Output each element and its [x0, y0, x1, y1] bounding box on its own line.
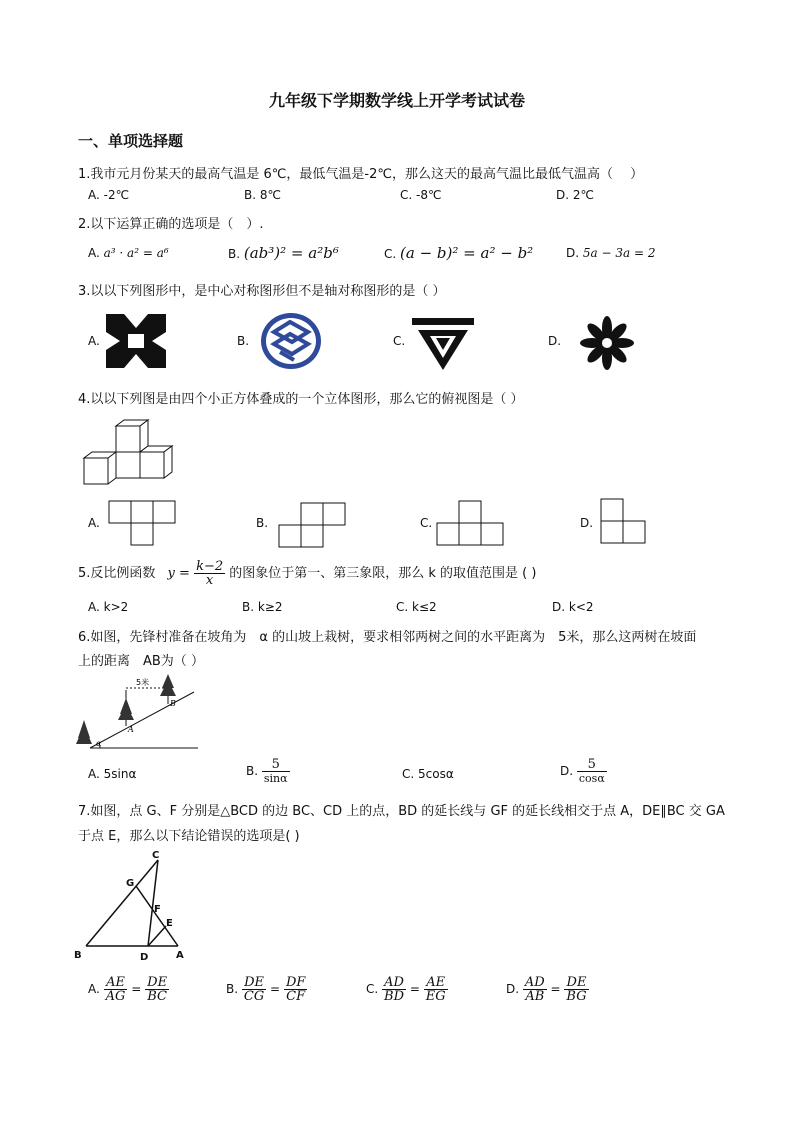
- q7-d-d1: AB: [525, 989, 545, 1004]
- q1-option-d: D. 2℃: [556, 188, 594, 202]
- page-title: 九年级下学期数学线上开学考试试卷: [268, 91, 525, 110]
- q7-option-a: A. $\frac{AE}{AG}$ = $\frac{DE}{BC}$: [88, 975, 168, 1004]
- q2-option-a-label: A.: [88, 246, 100, 260]
- question-3-stem: 3.以以下列图形中，是中心对称图形但不是轴对称图形的是（ ）: [78, 284, 446, 299]
- q3-figure-d: [578, 316, 636, 370]
- question-4-stem: 4.以以下列图是由四个小正方体叠成的一个立体图形，那么它的俯视图是（ ）: [78, 392, 524, 407]
- q2-option-d: [566, 246, 655, 260]
- q7-c-n1: AD: [382, 976, 406, 990]
- q3-figure-b: [260, 312, 322, 370]
- question-6-stem-line2: 上的距离 AB为（ ）: [78, 654, 204, 669]
- q7-d-n2: DE: [564, 976, 588, 990]
- q7-fig-label-a: A: [176, 950, 184, 961]
- q6-option-b-numerator: 5: [262, 758, 290, 772]
- question-5-stem: [78, 560, 536, 587]
- q2-option-b-label: B.: [228, 247, 241, 261]
- q3-option-b: B.: [237, 334, 250, 348]
- q7-c-n2: AE: [424, 976, 448, 990]
- q6-option-b-fraction: [262, 758, 290, 785]
- q7-option-d-frac2: [564, 976, 588, 1003]
- q2-option-a-expr: a³ · a² = a⁶: [103, 246, 169, 260]
- q6-slope-figure: [76, 670, 200, 752]
- q2-option-b: [228, 244, 339, 262]
- q2-option-c: [384, 244, 533, 262]
- q7-option-d-label: D.: [506, 982, 520, 996]
- q5-func-fraction: [194, 560, 225, 587]
- q5-option-d: D. k<2: [552, 600, 594, 614]
- q7-fig-label-d: D: [140, 952, 149, 963]
- q7-fig-label-e: E: [166, 918, 173, 929]
- q7-c-d1: BD: [384, 989, 405, 1004]
- q2-option-d-label: D.: [566, 246, 580, 260]
- q5-stem-post: 的图象位于第一、第三象限，那么 k 的取值范围是 ( ): [229, 566, 537, 581]
- q7-b-d1: CG: [243, 989, 265, 1004]
- q4-option-b: B.: [256, 516, 269, 530]
- q6-fig-label-a: A: [128, 725, 134, 734]
- q4-figure-a: [108, 500, 178, 548]
- q7-option-d-frac1: [523, 976, 547, 1003]
- q6-fig-label-b: B: [170, 699, 176, 708]
- q2-option-c-expr: (a − b)² = a² − b²: [400, 244, 534, 262]
- q7-option-b-frac1: [242, 976, 266, 1003]
- q6-option-b-label: B.: [246, 764, 259, 778]
- q4-option-a: A.: [88, 516, 100, 530]
- q5-func-numerator: k−2: [196, 559, 224, 574]
- q7-option-a-frac1: [104, 976, 128, 1003]
- q7-b-n1: DE: [242, 976, 266, 990]
- q7-option-a-label: A.: [88, 982, 100, 996]
- q3-figure-c: [412, 318, 474, 370]
- q5-func-denominator: x: [205, 573, 214, 588]
- question-2-stem: 2.以下运算正确的选项是（ ）.: [78, 217, 264, 232]
- q7-option-b-label: B.: [226, 982, 239, 996]
- q2-option-d-expr: 5a − 3a = 2: [582, 246, 656, 260]
- q1-option-b: B. 8℃: [244, 188, 281, 202]
- q6-option-d-denominator: cosα: [578, 772, 605, 785]
- q7-option-a-frac2: [145, 976, 169, 1003]
- q7-option-c-frac2: [424, 976, 448, 1003]
- q5-stem-pre: 5.反比例函数: [78, 566, 156, 581]
- q6-option-a: A. 5sinα: [88, 767, 137, 781]
- q4-solid-figure: [82, 418, 178, 488]
- q7-d-n1: AD: [524, 975, 545, 990]
- q7-a-d2: BC: [147, 989, 167, 1004]
- question-1-stem: 1.我市元月份某天的最高气温是 6℃，最低气温是-2℃，那么这天的最高气温比最低气温高（ ）: [78, 167, 644, 182]
- q6-option-b: [246, 758, 290, 785]
- q6-option-c: C. 5cosα: [402, 767, 454, 781]
- q7-option-b-frac2: [284, 976, 307, 1003]
- q6-fig-label-5m: 5米: [136, 678, 150, 687]
- q6-option-d-numerator: 5: [577, 758, 607, 772]
- q7-fig-label-b: B: [74, 950, 82, 961]
- q7-option-c-label: C.: [366, 982, 379, 996]
- q7-b-n2: DF: [285, 975, 306, 990]
- q2-option-c-label: C.: [384, 247, 397, 261]
- q4-option-d: D.: [580, 516, 594, 530]
- q7-option-b: B. $\frac{DE}{CG}$ = $\frac{DF}{CF}$: [226, 975, 306, 1004]
- q1-option-a: A. -2℃: [88, 188, 130, 202]
- q4-figure-b: [278, 502, 348, 550]
- q2-option-a: [88, 246, 169, 260]
- q5-option-b: B. k≥2: [242, 600, 283, 614]
- q7-option-d: D. $\frac{AD}{AB}$ = $\frac{DE}{BG}$: [506, 975, 587, 1004]
- q7-a-d1: AG: [105, 989, 126, 1004]
- q5-func-lhs: y =: [167, 566, 190, 581]
- question-6-stem-line1: 6.如图，先锋村准备在坡角为 α 的山坡上栽树，要求相邻两树之间的水平距离为 5米，那么这两树在坡面: [78, 630, 697, 645]
- question-7-stem-line2: 于点 E，那么以下结论错误的选项是( ): [78, 829, 300, 844]
- q7-c-d2: EG: [425, 989, 446, 1004]
- q7-a-n1: AE: [104, 976, 128, 990]
- q7-fig-label-f: F: [154, 904, 161, 915]
- q6-option-d-label: D.: [560, 764, 574, 778]
- q7-b-d2: CF: [286, 989, 306, 1004]
- q6-option-d-fraction: [577, 758, 607, 785]
- q7-option-c-frac1: [382, 976, 406, 1003]
- q2-option-b-expr: (ab³)² = a²b⁶: [243, 244, 339, 262]
- q7-fig-label-g: G: [126, 878, 135, 889]
- q5-option-a: A. k>2: [88, 600, 129, 614]
- q5-option-c: C. k≤2: [396, 600, 437, 614]
- q3-option-c: C.: [393, 334, 406, 348]
- q4-figure-d: [600, 498, 650, 546]
- section-heading: 一、单项选择题: [78, 132, 184, 150]
- q7-triangle-figure: [74, 846, 190, 962]
- q4-figure-c: [436, 500, 506, 548]
- q7-option-c: C. $\frac{AD}{BD}$ = $\frac{AE}{EG}$: [366, 975, 446, 1004]
- q6-option-d: [560, 758, 607, 785]
- q6-option-b-denominator: sinα: [263, 772, 288, 785]
- q3-option-a: A.: [88, 334, 100, 348]
- q3-figure-a: [106, 314, 166, 368]
- q3-option-d: D.: [548, 334, 562, 348]
- q7-d-d2: BG: [566, 989, 587, 1004]
- q7-fig-label-c: C: [152, 850, 160, 861]
- q1-option-c: C. -8℃: [400, 188, 442, 202]
- question-7-stem-line1: 7.如图，点 G、F 分别是△BCD 的边 BC、CD 上的点，BD 的延长线与 GF 的延长线相交于点 A，DE∥BC 交 GA: [78, 804, 725, 819]
- q4-option-c: C.: [420, 516, 433, 530]
- q6-fig-label-alpha: α: [96, 739, 102, 748]
- q7-a-n2: DE: [147, 975, 168, 990]
